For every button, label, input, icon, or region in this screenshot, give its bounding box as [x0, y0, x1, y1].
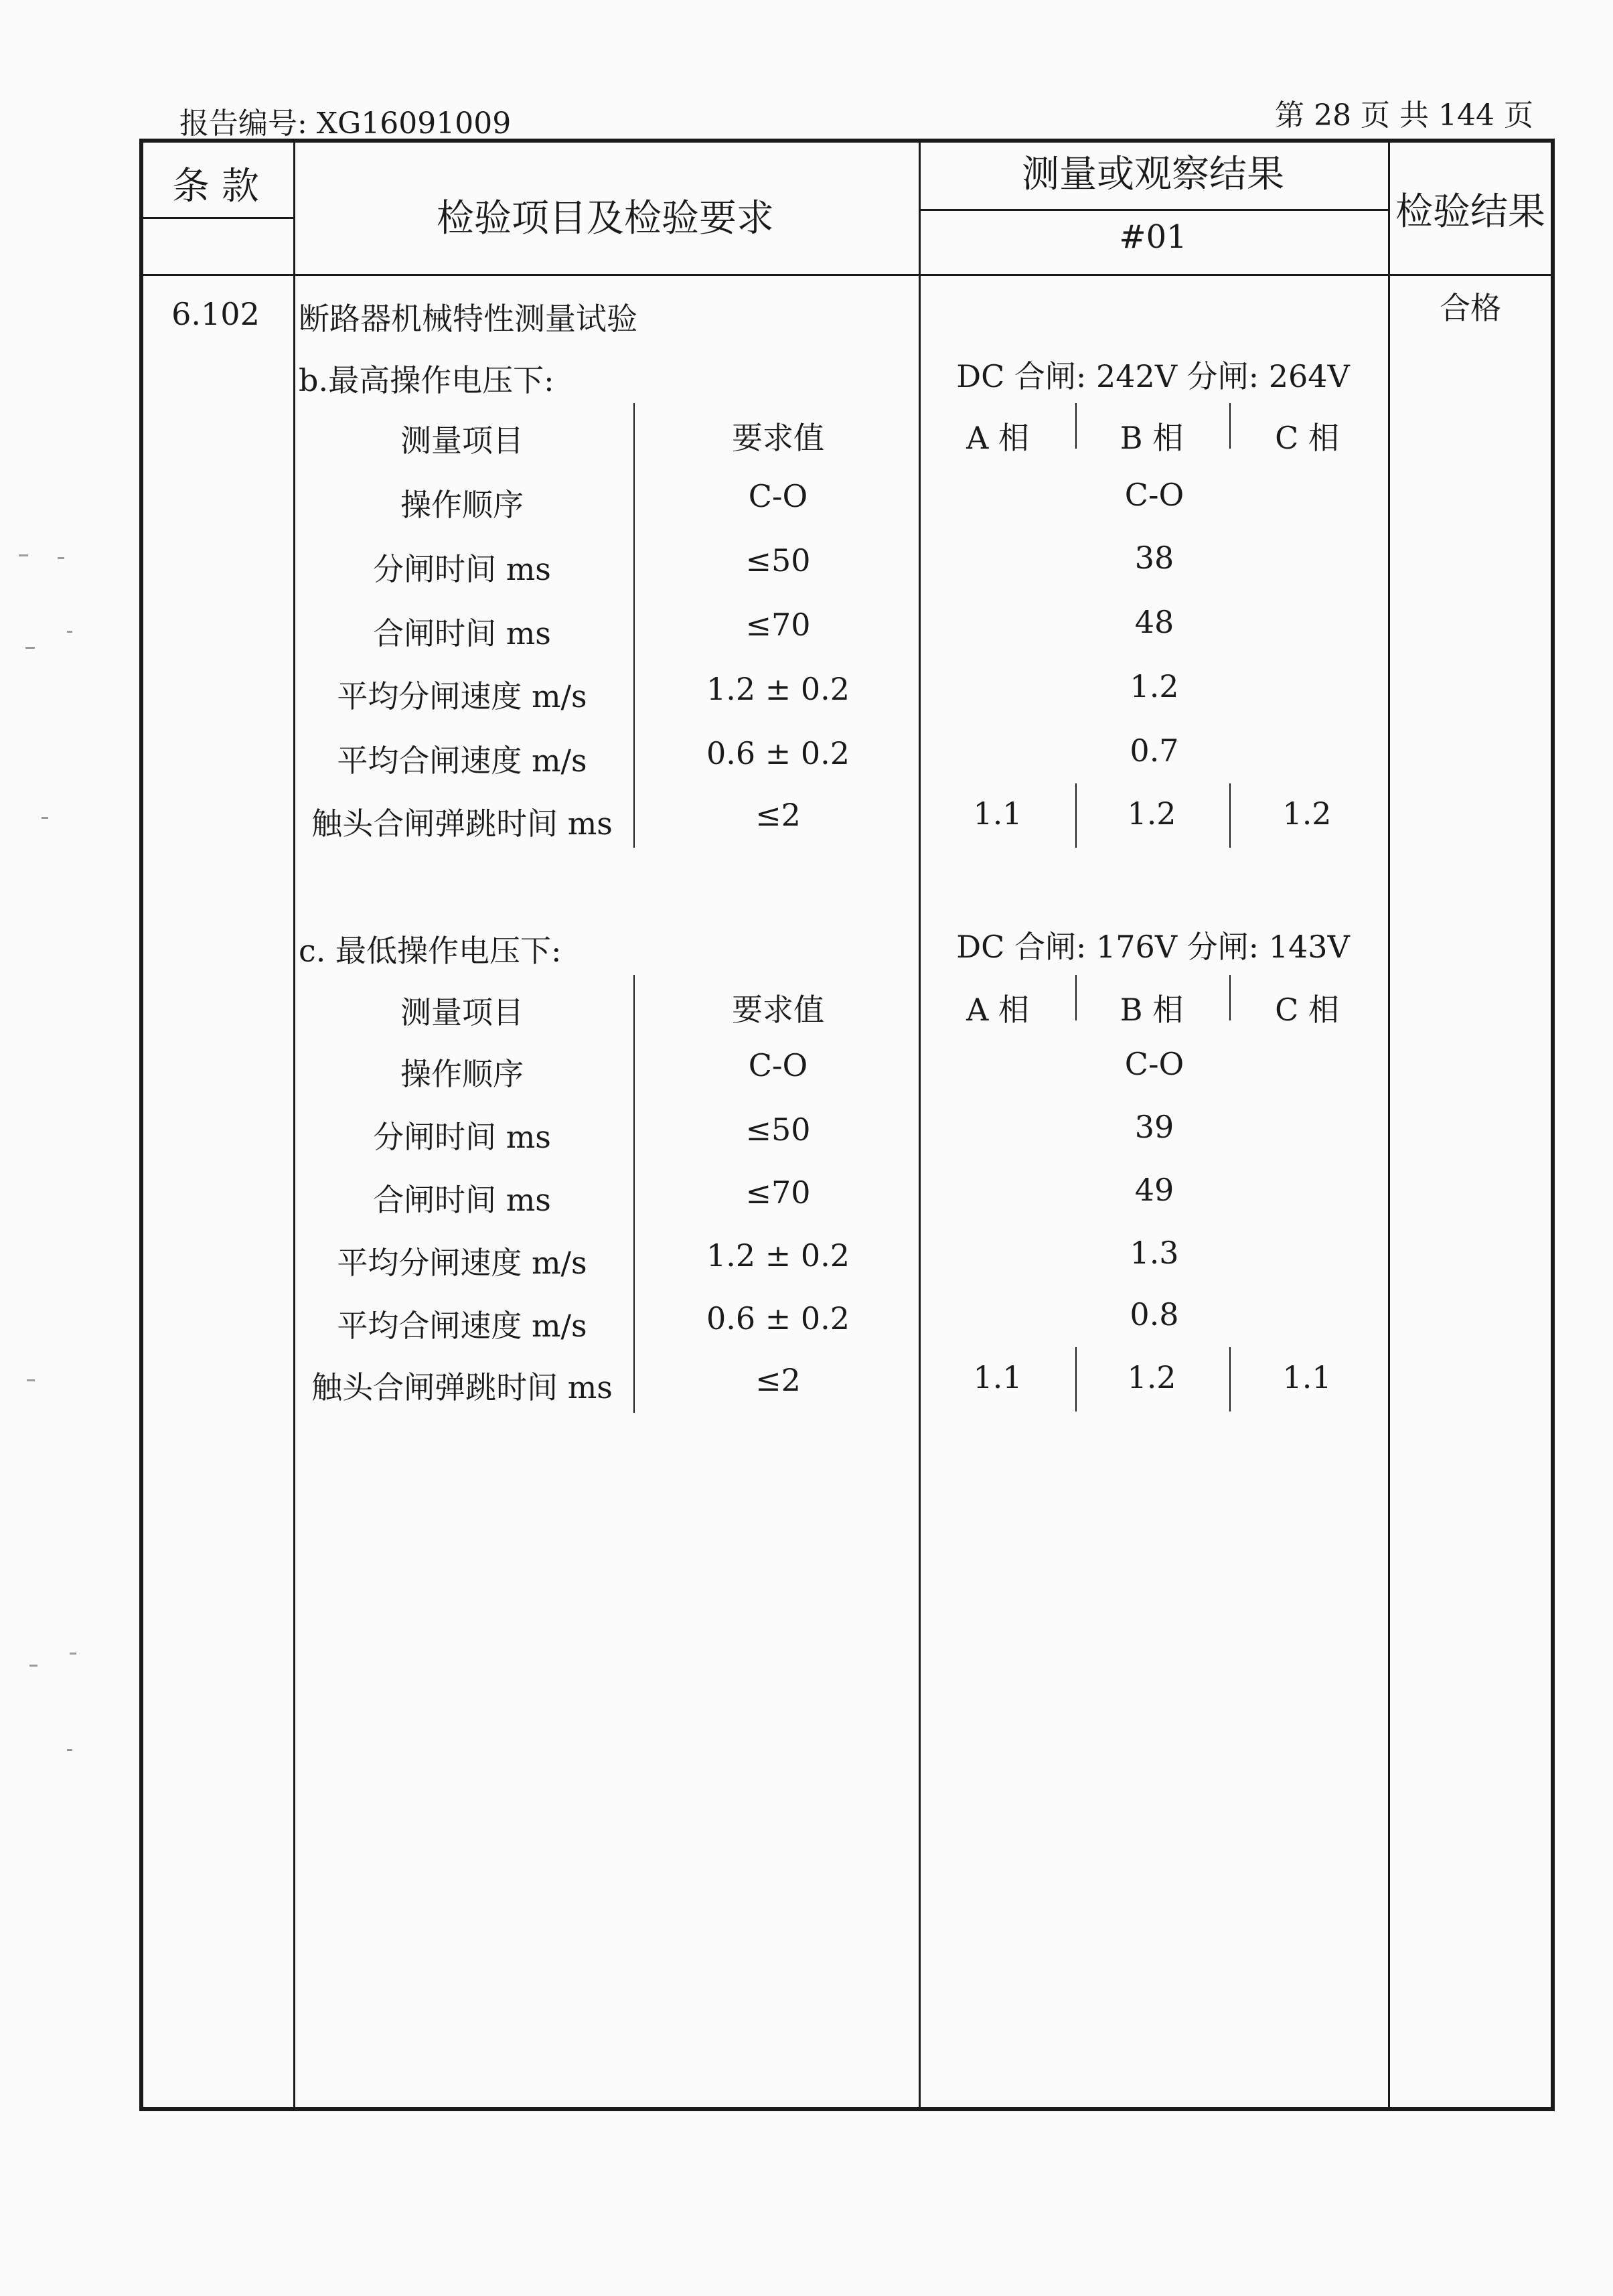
test-title: 断路器机械特性测量试验 [299, 301, 637, 337]
header-bottom-border [142, 274, 1552, 276]
phase-ab-divider [1075, 1347, 1077, 1411]
phase-a-header: A 相 [966, 420, 1029, 456]
measured-value: 1.2 [1130, 668, 1179, 704]
phase-c-header: C 相 [1275, 992, 1339, 1028]
item-label: 平均合闸速度 m/s [337, 743, 587, 779]
item-label: 操作顺序 [400, 1056, 524, 1092]
item-label: 分闸时间 ms [373, 551, 551, 587]
section-title: b.最高操作电压下: [299, 362, 554, 398]
col-req-header: 要求值 [732, 420, 824, 456]
clause-header-underline [142, 217, 295, 219]
required-value: ≤50 [745, 1112, 811, 1148]
scan-speck [29, 1665, 37, 1667]
measured-value: 1.3 [1130, 1235, 1179, 1271]
measured-value: 39 [1134, 1109, 1174, 1145]
required-value: 0.6 ± 0.2 [706, 1300, 850, 1336]
clause-number: 6.102 [171, 296, 260, 332]
operating-voltage: DC 合闸: 176V 分闸: 143V [956, 929, 1350, 965]
required-value: C-O [748, 478, 808, 514]
result-value: 合格 [1440, 290, 1501, 326]
phase-ab-divider [1075, 403, 1077, 449]
item-column-divider [919, 141, 921, 2109]
item-label: 操作顺序 [400, 487, 524, 523]
scan-speck [67, 631, 72, 633]
section-title: c. 最低操作电压下: [299, 933, 562, 969]
scan-speck [19, 554, 28, 556]
scan-speck [67, 1749, 72, 1751]
col-item-header: 测量项目 [400, 994, 524, 1030]
required-value: ≤2 [755, 1362, 801, 1398]
phase-a-header: A 相 [966, 992, 1029, 1028]
table-top-border [142, 139, 1552, 143]
phase-b-header: B 相 [1120, 420, 1184, 456]
item-label: 触头合闸弹跳时间 ms [311, 1369, 613, 1405]
clause-column-divider [293, 141, 295, 2109]
sample-number: #01 [1119, 218, 1187, 256]
result-column-divider [1388, 141, 1390, 2109]
phase-b-value: 1.2 [1127, 1359, 1176, 1395]
phase-c-header: C 相 [1275, 420, 1339, 456]
measurement-header: 测量或观察结果 [1022, 153, 1284, 196]
scan-speck [42, 817, 48, 819]
required-value: 1.2 ± 0.2 [706, 671, 850, 707]
col-item-header: 测量项目 [400, 423, 524, 459]
item-label: 平均分闸速度 m/s [337, 678, 587, 714]
phase-bc-divider [1229, 1347, 1231, 1411]
clause-header: 条 款 [172, 165, 259, 208]
item-req-divider [633, 975, 635, 1413]
scan-speck [27, 1379, 35, 1381]
scan-speck [58, 557, 64, 559]
measured-value: 38 [1134, 540, 1174, 576]
item-label: 触头合闸弹跳时间 ms [311, 806, 613, 842]
item-label: 平均分闸速度 m/s [337, 1245, 587, 1281]
required-value: 0.6 ± 0.2 [706, 735, 850, 771]
table-right-border [1551, 139, 1555, 2111]
phase-c-value: 1.2 [1282, 795, 1332, 832]
table-bottom-border [142, 2107, 1552, 2111]
measured-value: 48 [1134, 604, 1174, 640]
item-requirement-header: 检验项目及检验要求 [437, 197, 774, 240]
table-left-border [139, 139, 143, 2111]
item-label: 合闸时间 ms [373, 1182, 551, 1218]
measured-value: 0.7 [1130, 733, 1179, 769]
item-label: 平均合闸速度 m/s [337, 1308, 587, 1344]
phase-ab-divider [1075, 783, 1077, 848]
measurement-header-divider [920, 209, 1389, 211]
phase-a-value: 1.1 [973, 795, 1022, 832]
phase-b-header: B 相 [1120, 992, 1184, 1028]
measured-value: C-O [1124, 477, 1184, 513]
phase-bc-divider [1229, 403, 1231, 449]
phase-a-value: 1.1 [973, 1359, 1022, 1395]
required-value: ≤2 [755, 797, 801, 833]
required-value: ≤70 [745, 607, 811, 643]
measured-value: 0.8 [1130, 1296, 1179, 1332]
item-label: 分闸时间 ms [373, 1119, 551, 1155]
scan-speck [25, 647, 35, 649]
required-value: C-O [748, 1047, 808, 1083]
required-value: 1.2 ± 0.2 [706, 1237, 850, 1274]
report-number: 报告编号: XG16091009 [179, 106, 512, 141]
item-label: 合闸时间 ms [373, 615, 551, 652]
phase-c-value: 1.1 [1282, 1359, 1332, 1395]
col-req-header: 要求值 [732, 992, 824, 1028]
phase-b-value: 1.2 [1127, 795, 1176, 832]
required-value: ≤70 [745, 1174, 811, 1211]
page-info: 第 28 页 共 144 页 [1275, 98, 1533, 133]
scan-speck [70, 1653, 76, 1655]
measured-value: 49 [1134, 1172, 1174, 1208]
phase-bc-divider [1229, 975, 1231, 1020]
phase-bc-divider [1229, 783, 1231, 848]
phase-ab-divider [1075, 975, 1077, 1020]
measured-value: C-O [1124, 1046, 1184, 1082]
operating-voltage: DC 合闸: 242V 分闸: 264V [956, 358, 1350, 394]
result-header: 检验结果 [1395, 190, 1545, 234]
item-req-divider [633, 403, 635, 848]
required-value: ≤50 [745, 542, 811, 579]
